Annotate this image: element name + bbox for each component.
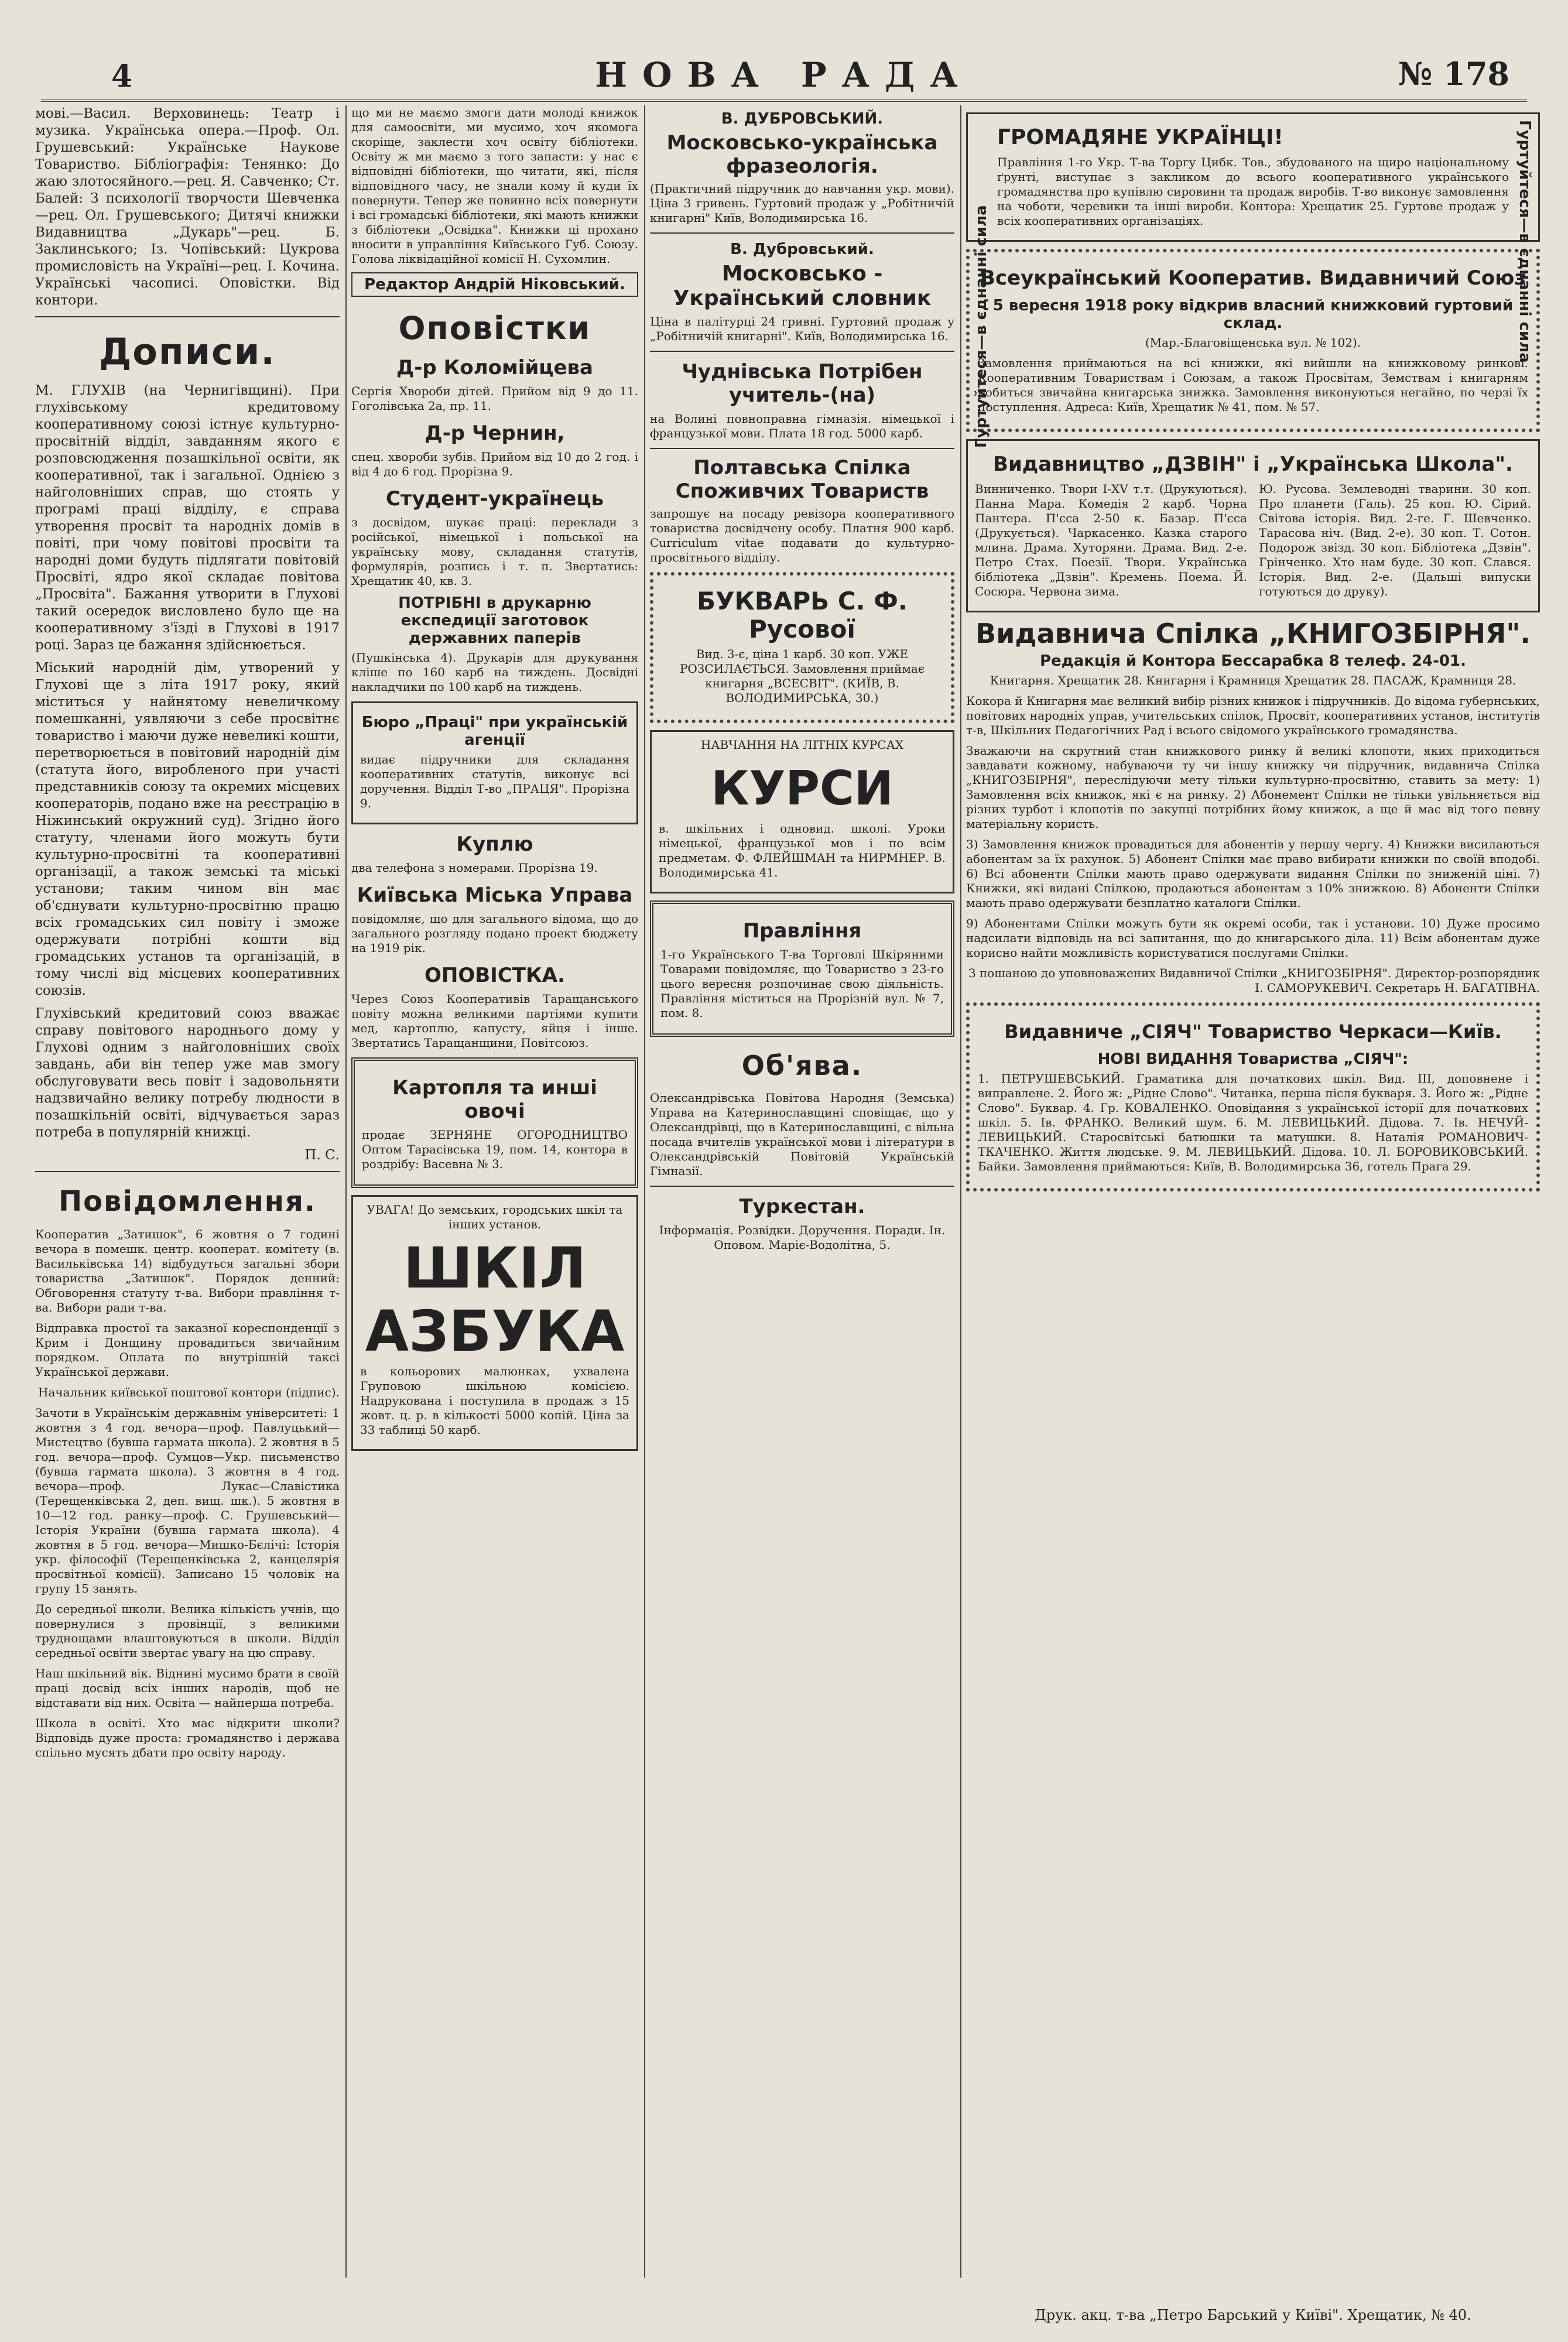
ad-text: Вид. 3-є, ціна 1 карб. 30 коп. УЖЕ РОЗСИЛАЄТЬСЯ. Замовлення приймає книгарня „ВСЕСВІТ". (КИЇВ, В. ВОЛОДИМИРСЬКА, 30.): [679, 647, 925, 705]
ad-title: Туркестан.: [739, 1195, 865, 1218]
ad-title: Об'ява.: [741, 1050, 863, 1081]
ad-text: в. шкільних і одновид. школі. Уроки німецької, французької мов і по всім предметам. Ф. ФЛЕЙШМАН та НИРМНЕР. В. Володимирська 41.: [659, 821, 946, 879]
ad-title: Д-р Чернин,: [424, 422, 565, 445]
notice-text: Наш шкільний вік. Віднині мусимо брати в своїй праці досвід всіх інших народів, щоб не відставати від них. Освіта — найперша потреба.: [35, 1666, 340, 1710]
ad-box: [650, 900, 954, 1037]
ad-text: 3) Замовлення книжок провадиться для абонентів у першу чергу. 4) Книжки висилаються абонентам за їх рахунок. 5) Абонент Спілки має право вибирати книжки по своїй вподобі. 6) Всі абоненти Спілки мають право одержувати видання Спілки по зниженій ціні. 7) Книжки, які видані Спілкою, продаються абонентам з 10% знижкою. 8) Абоненти Спілки мають право одержувати безплатно каталоги Спілки.: [966, 837, 1540, 910]
side-slogan: Гуртуйтеся—в єднанні сила: [973, 205, 990, 448]
ad-title: Видавниче „СІЯЧ" Товариство Черкаси—Київ.: [1004, 1021, 1502, 1043]
ad-text: Кокора й Книгарня має великий вибір різних книжок і підручників. До відома губернських, повітових народніх управ, учительських спілок, Просвіт, кооперативних установ, інститутів т-в, Шкільних Педагогічних Рад і всього свідомого українського громадянства.: [966, 694, 1540, 737]
notice-text: До середньої школи. Велика кількість учнів, що повернулися з провінції, з великими труднощами влаштовуються в школи. Відділ середньої освіти звертає увагу на цю справу.: [35, 1602, 340, 1660]
ad-text: Винниченко. Твори І-ХV т.т. (Друкуються). Панна Мара. Комедія 2 карб. Чорна Пантера. П'єса 2-50 к. Базар. П'єса (Друкується). Чаркасенко. Казка старого млина. Драма. Хуторяни. Драма. Вид. 2-е. Петро Стах. Поезії. Твори. Українська бібліотека „Дзвін". Кремень. Поема. Й. Сосюра. Червона зима.: [975, 482, 1247, 598]
ad-subtitle: Редакція й Контора Бессарабка 8 телеф. 24-01.: [1040, 652, 1466, 670]
ad-title: Студент-українець: [385, 487, 604, 511]
ad-box: [966, 249, 1540, 432]
ad-title: Видавництво „ДЗВІН" і „Українська Школа".: [993, 453, 1513, 476]
article-text: М. ГЛУХІВ (на Чернигівщині). При глухівському кредитовому кооперативному союзі істнує культурно-просвітній відділ, завданням якого є розповсюдження позашкільної освіти, як кооперативної, так і загальної. Однією з найголовніших справ, що стоять у програмі праці відділу, є справа утворення просвіт та народніх домів в повіті, при чому повітові просвіти та народні доми будуть підлягати повітовій Просвіті, ядро якої складає повітова „Просвіта". Бажання утворити в Глухові такий осередок висловлено було ще на кооперативному з'їзді в Глухові в 1917 році. Зараз це бажання здійснюється.: [35, 383, 340, 653]
ad-box: [966, 1002, 1540, 1191]
ad-title: Київська Міська Управа: [357, 884, 633, 907]
ad-text: Ю. Русова. Землеводні тварини. 30 коп. Про планети (Галь). 25 коп. Ю. Сірий. Світова історія. Вид. 2-ге. Г. Шевченко. Тарасова ніч. (Вид. 2-е). 30 коп. Т. Сотон. Подорож звізд. 30 коп. Бібліотека „Дзвін". Грінченко. Хто нам буде. 30 коп. Слався. Історія. Вид. 2-е. (Дальші випуски готуються до друку).: [1259, 482, 1531, 598]
masthead: [41, 53, 1527, 102]
ad-text: Через Союз Кооперативів Таращанського повіту можна великими партіями купити мед, картоплю, капусту, яйця і інше. Звертатись Таращанщини, Повітсоюз.: [351, 992, 638, 1050]
ad-headline: ШКІЛ: [403, 1235, 587, 1301]
divider: [650, 351, 954, 352]
ad-text: НАВЧАННЯ НА ЛІТНІХ КУРСАХ: [700, 738, 904, 752]
ad-author: В. ДУБРОВСЬКИЙ.: [721, 110, 884, 128]
page-number: 4: [111, 59, 133, 94]
ad-box: [966, 439, 1540, 612]
ad-title: Бюро „Праці" при українській агенції: [361, 714, 628, 749]
ad-author: В. Дубровський.: [730, 241, 874, 258]
ad-title: Всеукраїнський Кооператив. Видавничий Союз: [980, 266, 1526, 290]
ad-title: БУКВАРЬ С. Ф. Русової: [697, 587, 908, 643]
ad-title: Правління: [742, 919, 862, 943]
ad-title: Видавнича Спілка „КНИГОЗБІРНЯ".: [975, 618, 1531, 649]
column-divider: [960, 105, 961, 2278]
section-heading: Оповістки: [398, 310, 591, 347]
article-text: мові.—Васил. Верховинець: Театр і музика. Українська опера.—Проф. Ол. Грушевський: Українське Наукове Товариство. Бібліографія: Тенянко: До жаю злотосяйного.—рец. Я. Савченко; Ст. Балей: З психології творчости Шевченка—рец. Ол. Грушевського; Дитячі книжки Видавництва „Дукарь"—рец. Б. Заклинського; Із. Чопівський: Цукрова промисловість на Україні—рец. І. Кочина. Українські часописі. Оповістки. Від контори.: [35, 106, 340, 308]
divider: [650, 232, 954, 234]
ad-box: [351, 701, 638, 824]
ad-text: Ціна в палітурці 24 гривні. Гуртовий продаж у „Робітничій книгарні". Київ, Володимирська 16.: [650, 314, 954, 343]
divider: [35, 1171, 340, 1172]
ad-title: ГРОМАДЯНЕ УКРАЇНЦІ!: [997, 125, 1283, 149]
ad-text: (Практичний підручник до навчання укр. мови). Ціна 3 гривень. Гуртовий продаж у „Робітничій книгарні" Київ, Володимирська 16.: [650, 182, 954, 225]
section-heading: Повідомлення.: [58, 1185, 317, 1218]
ad-signature: З пошаною до уповноважених Видавничої Спілки „КНИГОЗБІРНЯ". Директор-розпорядник І. САМОРУКЕВИЧ. Секретарь Н. БАГАТІВНА.: [968, 966, 1540, 995]
ad-text: 9) Абонентами Спілки можуть бути як окремі особи, так і установи. 10) Дуже просимо надсилати відповідь на всі запитання, що до книгарського діла. 11) Всім абонентам дуже корисно найти можливість користуватися послугами Спілки.: [966, 916, 1540, 960]
ad-text: (Пушкінська 4). Друкарів для друкування кліше по 160 карб на тиждень. Досвідні накладчики по 100 карб на тиждень.: [351, 650, 638, 694]
column-1: [35, 105, 340, 2278]
ad-text: Інформація. Розвідки. Доручення. Поради. Ін. Оповом. Маріє-Водолітна, 5.: [659, 1223, 946, 1252]
column-divider: [644, 105, 645, 2278]
ad-text: Сергія Хвороби дітей. Прийом від 9 до 11. Гоголівська 2а, пр. 11.: [351, 384, 638, 413]
ad-headline: АЗБУКА: [365, 1299, 625, 1364]
ad-text: Олександрівська Повітова Народня (Земська) Управа на Катеринославщині сповіщає, що у Олександрівці, що в Катеринославщині, є вільна посада вчителів української мови і літератури в Олександрівській Повітовій Українській Гімназії.: [650, 1091, 954, 1178]
issue-number: № 178: [1398, 55, 1509, 93]
notice-text: Відправка простої та заказної кореспонденції з Крим і Донщину провадиться звичайним порядком. Оплата по внутрішній таксі Української держави.: [35, 1321, 340, 1379]
ad-title: Московсько - Український словник: [673, 262, 932, 310]
ad-text: 1. ПЕТРУШЕВСЬКИЙ. Граматика для початкових шкіл. Вид. III, доповнене і виправлене. 2. Його ж: „Рідне Слово". Читанка, перша після букваря. 3. Його ж: „Рідне Слово". Буквар. 4. Гр. КОВАЛЕНКО. Оповідання з української історії для початкових шкіл. 5. Ів. ФРАНКО. Великий шум. 6. М. ЛЕВИЦЬКИЙ. Дідова. 7. Ів. НЕЧУЙ-ЛЕВИЦЬКИЙ. Старосвітські батюшки та матушки. 8. Наталія РОМАНОВИЧ-ТКАЧЕНКО. Життя людське. 9. М. ЛЕВИЦЬКИЙ. Дідова. 10. Л. БОРОВИКОВСЬКИЙ. Байки. Замовлення приймаються: Київ, В. Володимирська 36, готель Прага 29.: [978, 1071, 1528, 1173]
column-3: [650, 105, 954, 2278]
ad-title: Д-р Коломійцева: [396, 356, 593, 379]
ad-title: Московсько-українська фразеологія.: [666, 131, 938, 178]
ad-subtitle: НОВІ ВИДАННЯ Товариства „СІЯЧ":: [1097, 1050, 1409, 1068]
ad-title: ПОТРІБНІ в друкарню експедиції заготовок державних паперів: [398, 594, 591, 647]
divider: [650, 1186, 954, 1187]
ad-text: продає ЗЕРНЯНЕ ОГОРОДНИЦТВО Оптом Тарасівська 19, пом. 14, контора в роздрібу: Васевна № 3.: [362, 1128, 628, 1171]
ad-columns: [975, 482, 1531, 605]
article-text: що ми не маємо змоги дати молоді книжок для самоосвіти, ми мусимо, хоч якомога скоріще, заклести хоч освіту бібліотеки. Освіту ж ми маємо з того запасти: у нас є відповідні бібліотеки, що читати, які, після відповідного часу, не знали кому й куди їх повернути. Тепер же повинно всіх повернути і всі громадські бібліотеки, які мають книжки з бібліотеки „Освідка". Книжки ці прохано вносити в управління Київського Губ. Союзу. Голова ліквідаційної комісії Н. Сухомлин.: [351, 105, 638, 266]
ad-text: УВАГА! До земських, городських шкіл та інших установ.: [367, 1203, 623, 1231]
ad-box: [351, 1057, 638, 1188]
divider: [650, 448, 954, 449]
ad-text: два телефона з номерами. Прорізна 19.: [351, 861, 598, 875]
ad-subtitle: 5 вересня 1918 року відкрив власний книжковий гуртовий склад.: [992, 297, 1514, 332]
ad-text: спец. хвороби зубів. Прийом від 10 до 2 год. і від 4 до 6 год. Прорізна 9.: [351, 450, 638, 478]
printer-line: Друк. акц. т-ва „Петро Барський у Київі". Хрещатик, № 40.: [1035, 2307, 1471, 2323]
ad-box: [650, 730, 954, 893]
ad-text: Замовлення приймаються на всі книжки, які вийшли на книжковому ринкові. Кооперативним Товариствам і Союзам, а також Просвітам, Земствам і книгарням робиться звичайна книгарська знижка. Замовлення виконуються негайно, по черзі їх поступлення. Адреса: Київ, Хрещатик № 41, пом. № 57.: [978, 356, 1528, 414]
ad-text: Зважаючи на скрутний стан книжкового ринку й великі клопоти, яких приходиться завдавати кожному, набуваючи ту чи іншу книжку чи підручник, видавнича Спілка „КНИГОЗБІРНЯ", переслідуючи мету тільки культурно-просвітню, ставить за мету: 1) Замовлення всіх книжок, які є на ринку. 2) Абонемент Спілки не тільки увільняється від різних турбот і клопотів по закупці потрібних йому книжок, а ще й має від того певну матеріальну користь.: [966, 744, 1540, 831]
side-slogan: Гуртуйтеся—в єднанні сила: [1516, 120, 1533, 363]
ad-text: на Волині повноправна гімназія. німецької і французької мови. Плата 18 год. 5000 карб.: [650, 412, 954, 440]
notice-text: Кооператив „Затишок", 6 жовтня о 7 годині вечора в помешк. центр. кооперат. комітету (в. Васильківська 14) відбудуться загальні збори товариства „Затишок". Порядок денний: Обговорення статуту т-ва. Вибори правління т-ва. Вибори ради т-ва.: [35, 1227, 340, 1314]
ad-text: 1-го Українського Т-ва Торговлі Шкіряними Товарами повідомляє, що Товариство з 23-го цього вересня розпочинає свою діяльність. Правління міститься на Прорізній вул. № 7, пом. 8.: [660, 947, 944, 1020]
ad-text: (Мар.-Благовіщенська вул. № 102).: [1145, 335, 1361, 350]
ad-text: Правління 1-го Укр. Т-ва Торгу Цибк. Тов., збудованого на щиро національному ґрунті, виступає з закликом до всього кооперативного українського громадянства про купівлю сировини та продаж виробів. Т-во виконує замовлення на чоботи, черевики та інші вироби. Контора: Хрещатик 25. Гуртове продаж у всіх кооперативних організаціях.: [997, 155, 1509, 228]
ad-title: ОПОВІСТКА.: [424, 964, 565, 987]
ad-box: [650, 572, 954, 723]
ad-text: в кольорових малюнках, ухвалена Груповою шкільною комісією. Надрукована і поступила в продаж з 15 жовт. ц. р. в кількості 5000 копій. Ціна за 33 таблиці 50 карб.: [360, 1364, 629, 1437]
divider: [35, 316, 340, 317]
editor-line: Редактор Андрій Ніковський.: [351, 272, 638, 297]
ad-title: Куплю: [456, 833, 533, 856]
article-text: Глухівський кредитовий союз вважає справу повітового народнього дому у Глухові одним з найголовніших своїх завдань, аби він тепер уже мав змогу обслуговувати весь повіт і задовольняти надзвичайно велику потребу людности в позашкільній освіті, відчувається зараз потреба в популярній книжці.: [35, 1006, 340, 1140]
ad-text: видає підручники для складання кооперативних статутів, виконує всі доручення. Відділ Т-во „ПРАЦЯ". Прорізна 9.: [360, 752, 629, 810]
column-4: [966, 105, 1540, 2278]
ad-text: з досвідом, шукає праці: переклади з російської, німецької і польської на українську мову, складання статутів, формулярів, розпись і т. п. Звертатись: Хрещатик 40, кв. 3.: [351, 515, 638, 588]
ad-text: запрошує на посаду ревізора кооперативного товариства досвідчену особу. Платня 900 карб. Curriculum vitae подавати до культурно-просвітнього відділу.: [650, 506, 954, 564]
article-signature: П. С.: [304, 1148, 340, 1163]
section-heading: Дописи.: [99, 330, 276, 373]
ad-title: Картопля та инші овочі: [392, 1076, 597, 1123]
ad-box: [351, 1195, 638, 1451]
article-text: Міський народній дім, утворений у Глухові ще з літа 1917 року, який міститься у найнятому невеличкому помешканні, уявляючи з себе просвітнє товариство і маючи дуже невеликі кошти, перетворюється в повітовий народній дім (статута його, виробленого при участі представників союзу та окремих місцевих кооператорів, подано вже на реєстрацію в Ніжинський окружний суд). Згідно його статуту, членами його можуть бути культурно-просвітні та кооперативні організації, а також земські та міські установи; таким чином він має об'єднувати культурно-просвітню працю всіх громадських сил повіту і зможе одержувати потрібні кошти від громадських установ та організацій, в тому числі від місцевих кооперативних союзів.: [35, 660, 340, 998]
notice-text: Зачоти в Українськім державнім університеті: 1 жовтня з 4 год. вечора—проф. Павлуцький—Мистецтво (бувша гармата школа). 2 жовтня в 5 год. вечора—проф. Сумцов—Укр. письменство (бувша гармата школа). 3 жовтня в 4 год. вечора—проф. Лукас—Славістика (Терещенківська 2, деп. вищ. шк.). 5 жовтня в 10—12 год. ранку—проф. С. Грушевський—Історія України (бувша гармата школа). 4 жовтня в 5 год. вечора—Мишко-Бєлічі: Історія укр. філософії (Терещенківська 2, канцелярія просвітньої комісії). Записано 15 чоловік на групу 15 занять.: [35, 1406, 340, 1595]
ad-title: Полтавська Спілка Споживчих Товариств: [675, 456, 929, 503]
column-2: [351, 105, 638, 2278]
ad-title: Чуднівська Потрібен учитель-(на): [682, 360, 923, 407]
notice-text: Начальник київської поштової контори (підпис).: [38, 1385, 340, 1399]
ad-text: повідомляє, що для загального відома, що до загального розгляду подано проект бюджету на 1919 рік.: [351, 912, 638, 955]
ad-headline: КУРСИ: [711, 761, 893, 816]
notice-text: Школа в освіті. Хто має відкрити школи? Відповідь дуже проста: громадянство і держава спільно мусять дбати про освіту народу.: [35, 1716, 340, 1759]
newspaper-title: НОВА РАДА: [595, 55, 973, 95]
ad-text: Книгарня. Хрещатик 28. Книгарня і Крамниця Хрещатик 28. ПАСАЖ, Крамниця 28.: [990, 673, 1516, 687]
column-divider: [345, 105, 347, 2278]
